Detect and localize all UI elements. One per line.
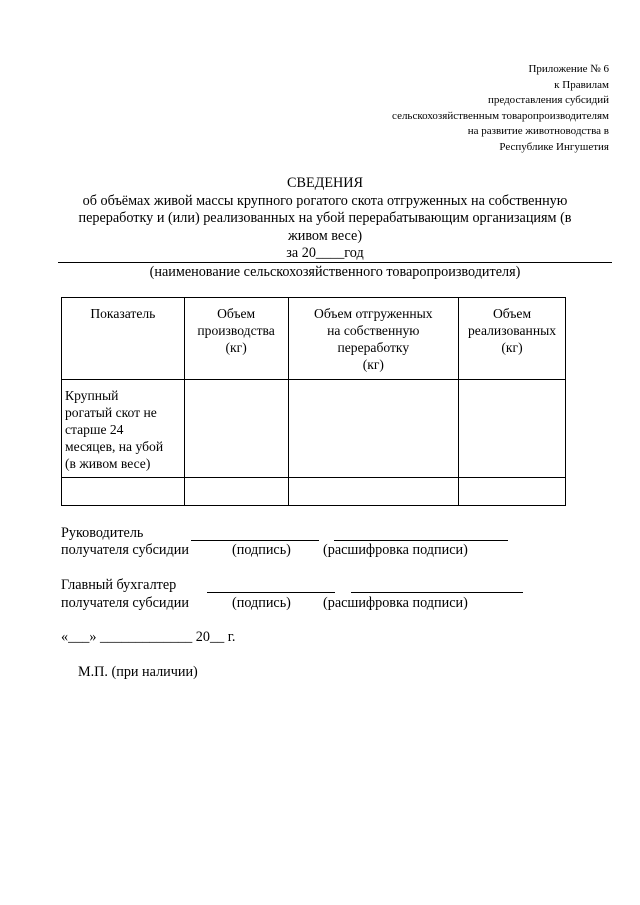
subtitle-line: живом весе) [287, 227, 363, 244]
table-header-row [62, 298, 566, 380]
appendix-line: сельскохозяйственным товаропроизводителям [392, 109, 609, 122]
accountant-decoding-line[interactable] [351, 592, 523, 593]
accountant-recipient-label: получателя субсидии [61, 595, 189, 611]
accountant-label: Главный бухгалтер [61, 577, 177, 593]
date-day[interactable]: «___» [61, 629, 97, 645]
header-shipped-volume: Объем отгруженных на собственную переработку (кг) [288, 298, 458, 380]
cell-sold-value[interactable] [459, 380, 566, 478]
subtitle-line: об объёмах живой массы крупного рогатого скота отгруженных на собственную [82, 192, 568, 209]
appendix-block [392, 62, 609, 156]
date-year[interactable]: 20__ г. [195, 629, 236, 645]
accountant-decoding-caption: (расшифровка подписи) [323, 595, 468, 611]
table-row [62, 478, 566, 506]
head-label: Руководитель [61, 525, 144, 541]
producer-caption: (наименование сельскохозяйственного товаропроизводителя) [149, 264, 521, 280]
header-sold-volume: Объем реализованных (кг) [459, 298, 566, 380]
head-recipient-label: получателя субсидии [61, 542, 189, 558]
cell-empty[interactable] [184, 478, 288, 506]
cell-production-value[interactable] [184, 380, 288, 478]
document-title: СВЕДЕНИЯ [287, 175, 363, 191]
cell-empty[interactable] [62, 478, 185, 506]
appendix-line: к Правилам [554, 78, 609, 91]
row-label-cattle: Крупный рогатый скот не старше 24 месяцев, на убой (в живом весе) [62, 380, 185, 478]
appendix-line: Приложение № 6 [528, 63, 609, 75]
header-indicator: Показатель [62, 298, 185, 380]
head-signature-line[interactable] [191, 540, 319, 541]
cell-empty[interactable] [459, 478, 566, 506]
accountant-signature-caption: (подпись) [232, 595, 291, 611]
data-table [61, 297, 566, 506]
head-decoding-caption: (расшифровка подписи) [323, 542, 468, 558]
document-heading [40, 175, 610, 263]
head-decoding-line[interactable] [334, 540, 508, 541]
subtitle-line: переработку и (или) реализованных на убой перерабатывающим организациям (в [78, 210, 572, 226]
cell-shipped-value[interactable] [288, 380, 458, 478]
table-row [62, 380, 566, 478]
header-production-volume: Объем производства (кг) [184, 298, 288, 380]
appendix-line: Республике Ингушетия [499, 140, 609, 153]
date-line [61, 629, 235, 646]
period-line: за 20____год [286, 245, 364, 261]
appendix-line: предоставления субсидий [487, 94, 609, 107]
head-signature-caption: (подпись) [232, 542, 291, 558]
appendix-line: на развитие животноводства в [467, 125, 609, 138]
date-month[interactable]: _____________ [100, 629, 193, 645]
producer-name-line [58, 262, 612, 263]
stamp-label: М.П. (при наличии) [78, 664, 198, 680]
accountant-signature-line[interactable] [207, 592, 335, 593]
cell-empty[interactable] [288, 478, 458, 506]
